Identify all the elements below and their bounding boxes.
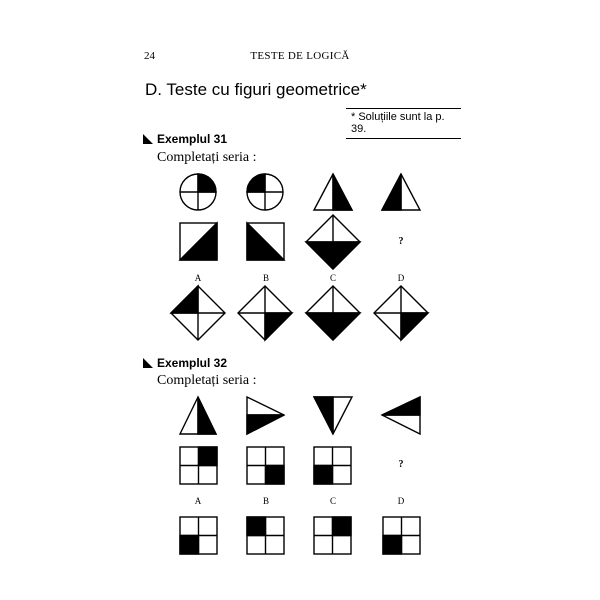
example-32-option-c-label: C bbox=[329, 496, 336, 506]
ex32-triangle-1 bbox=[180, 397, 216, 434]
ex32-triangle-4 bbox=[382, 397, 420, 434]
ex31-triangle-1 bbox=[314, 174, 352, 210]
example-32-question-mark: ? bbox=[398, 459, 404, 470]
page-number: 24 bbox=[144, 50, 155, 62]
ex32-grid-1 bbox=[180, 447, 217, 484]
solutions-note: * Soluțiile sunt la p. 39. bbox=[346, 108, 461, 139]
example-31-option-c-label: C bbox=[329, 273, 336, 283]
ex31-option-c-diamond bbox=[306, 286, 360, 340]
example-31-title: Exemplul 31 bbox=[157, 132, 228, 146]
ex31-square-1 bbox=[180, 223, 217, 260]
example-32-title: Exemplul 32 bbox=[157, 356, 228, 370]
ex31-triangle-2 bbox=[382, 174, 420, 210]
ex32-option-d-grid bbox=[383, 517, 420, 554]
ex31-circle-quarter-1 bbox=[180, 174, 216, 210]
ex32-triangle-2 bbox=[247, 397, 284, 434]
section-title: D. Teste cu figuri geometrice* bbox=[145, 80, 367, 99]
example-32-instruction: Completați seria : bbox=[157, 373, 257, 388]
ex32-option-b-grid bbox=[247, 517, 284, 554]
running-header: TESTE DE LOGICĂ bbox=[250, 50, 350, 62]
ex31-diamond-3 bbox=[306, 215, 360, 269]
ex32-option-a-grid bbox=[180, 517, 217, 554]
ex31-option-a-diamond bbox=[171, 286, 225, 340]
example-31-instruction: Completați seria : bbox=[157, 150, 257, 165]
example-31-option-d-label: D bbox=[397, 273, 405, 283]
example-31-option-a-label: A bbox=[194, 273, 202, 283]
ex31-option-d-diamond bbox=[374, 286, 428, 340]
ex32-triangle-3 bbox=[314, 397, 352, 434]
ex32-option-c-grid bbox=[314, 517, 351, 554]
example-32-option-d-label: D bbox=[397, 496, 405, 506]
ex31-option-b-diamond bbox=[238, 286, 292, 340]
ex32-grid-2 bbox=[247, 447, 284, 484]
example-32-option-b-label: B bbox=[262, 496, 269, 506]
example-31-option-b-label: B bbox=[262, 273, 269, 283]
ex31-square-2 bbox=[247, 223, 284, 260]
example-31-question-mark: ? bbox=[398, 236, 404, 247]
ex32-grid-3 bbox=[314, 447, 351, 484]
example-32-option-a-label: A bbox=[194, 496, 202, 506]
ex31-circle-quarter-2 bbox=[247, 174, 283, 210]
